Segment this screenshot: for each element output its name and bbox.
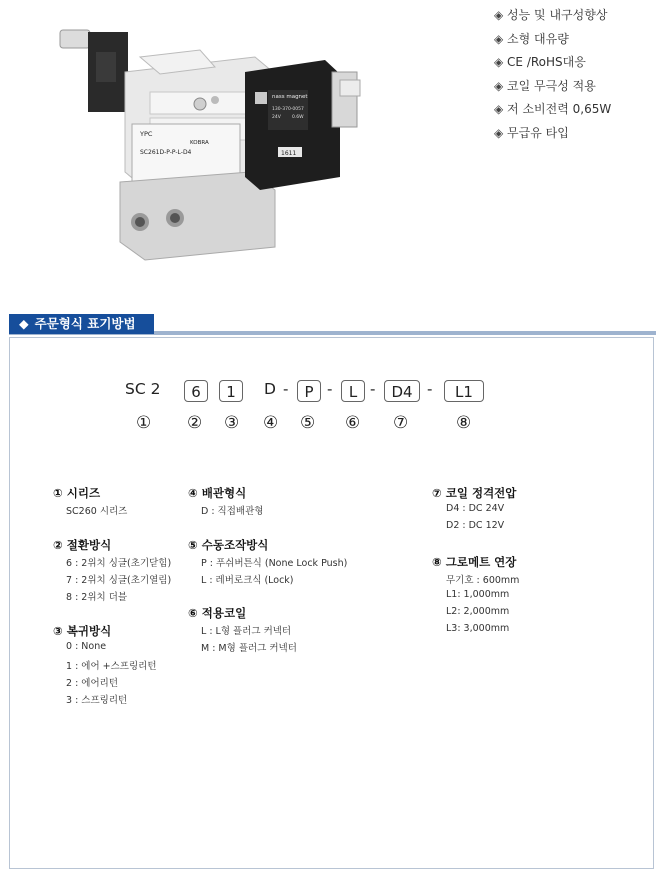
code-box-grommet: L1 <box>444 380 484 402</box>
legend-switching-title: ② 절환방식 <box>53 538 112 552</box>
photo-coil-volt: 24V <box>272 115 281 120</box>
section-header <box>9 314 154 334</box>
code-box-manual: P <box>297 380 321 402</box>
feature-list <box>494 4 611 145</box>
legend-grommet-title: ⑧ 그로메트 연장 <box>432 555 517 569</box>
legend-series-title: ① 시리즈 <box>53 486 101 500</box>
legend-item: L1: 1,000mm <box>446 589 510 600</box>
section-frame <box>9 337 654 869</box>
code-dash: - <box>427 380 433 398</box>
feature-item: ◈ 저 소비전력 0,65W <box>494 98 611 122</box>
legend-item: D2 : DC 12V <box>446 520 505 531</box>
legend-item: P : 푸쉬버튼식 (None Lock Push) <box>201 558 348 569</box>
feature-item: ◈ 무급유 타입 <box>494 122 611 146</box>
legend-manual-title: ⑤ 수동조작방식 <box>188 538 269 552</box>
code-box-voltage: D4 <box>384 380 420 402</box>
legend-item: D4 : DC 24V <box>446 503 505 514</box>
legend-item: L2: 2,000mm <box>446 606 510 617</box>
code-box-coil: L <box>341 380 365 402</box>
photo-coil-spec: 130-370-0057 <box>272 107 304 112</box>
legend-item: L : L형 플러그 커넥터 <box>201 626 292 637</box>
code-number-5: ⑤ <box>300 413 316 433</box>
legend-return-title: ③ 복귀방식 <box>53 624 112 638</box>
photo-code: SC261D-P-P-L-D4 <box>140 149 192 156</box>
photo-coil-brand: nass magnet <box>272 94 308 100</box>
feature-item: ◈ 성능 및 내구성향상 <box>494 4 611 28</box>
legend-coil-title: ⑥ 적용코일 <box>188 606 247 620</box>
code-dash: - <box>283 380 289 398</box>
photo-brand: YPC <box>140 130 153 138</box>
legend-item: 0 : None <box>66 641 107 652</box>
code-dash: - <box>327 380 333 398</box>
code-number-8: ⑧ <box>456 413 472 433</box>
legend-item: 7 : 2위치 싱글(초기열림) <box>66 575 172 586</box>
legend-item: 3 : 스프링리턴 <box>66 695 128 706</box>
code-dash: - <box>370 380 376 398</box>
legend-item: M : M형 플러그 커넥터 <box>201 643 297 654</box>
legend-item: 무기호 : 600mm <box>446 575 520 586</box>
feature-item: ◈ CE /RoHS대응 <box>494 51 611 75</box>
legend-item: SC260 시리즈 <box>66 506 128 517</box>
code-number-6: ⑥ <box>345 413 361 433</box>
code-number-2: ② <box>187 413 203 433</box>
photo-tag: 1611 <box>281 150 297 157</box>
code-box-switching: 6 <box>184 380 208 402</box>
legend-item: L : 레버로크식 (Lock) <box>201 575 294 586</box>
legend-item: 1 : 에어 +스프링리턴 <box>66 661 157 672</box>
code-number-7: ⑦ <box>393 413 409 433</box>
code-number-3: ③ <box>224 413 240 433</box>
diamond-icon: ◆ <box>19 316 29 331</box>
photo-model: KOBRA <box>190 140 209 146</box>
legend-item: 6 : 2위치 싱글(초기닫힘) <box>66 558 172 569</box>
feature-item: ◈ 소형 대유량 <box>494 28 611 52</box>
code-prefix: SC 2 <box>125 380 161 398</box>
photo-coil-watt: 0.6W <box>292 115 304 120</box>
legend-item: 8 : 2위치 더블 <box>66 592 128 603</box>
legend-item: 2 : 에어리턴 <box>66 678 118 689</box>
code-box-return: 1 <box>219 380 243 402</box>
legend-item: L3: 3,000mm <box>446 623 510 634</box>
code-number-4: ④ <box>263 413 279 433</box>
legend-item: D : 직접배관형 <box>201 506 264 517</box>
legend-piping-title: ④ 배관형식 <box>188 486 247 500</box>
legend-voltage-title: ⑦ 코일 정격전압 <box>432 486 517 500</box>
product-photo <box>40 12 370 262</box>
code-number-1: ① <box>136 413 152 433</box>
section-title: 주문형식 표기방법 <box>34 316 136 331</box>
code-piping: D <box>264 380 276 398</box>
feature-item: ◈ 코일 무극성 적용 <box>494 75 611 99</box>
